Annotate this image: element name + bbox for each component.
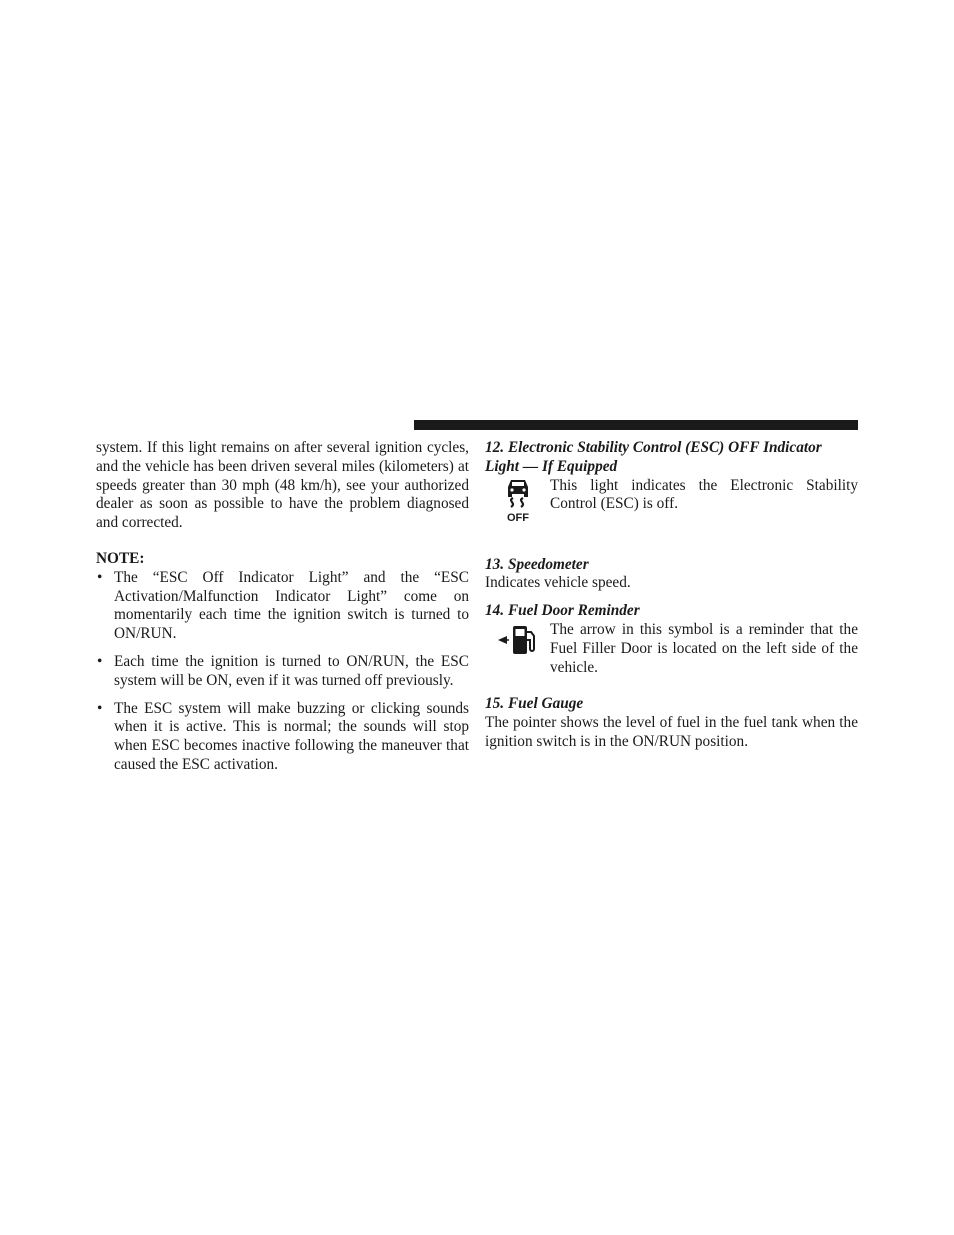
- section-14-title: 14. Fuel Door Reminder: [485, 602, 640, 620]
- note-item-text: The ESC system will make buzzing or clicking sounds when it is active. This is normal; the sounds will stop when ESC becomes inactive following the maneuver that caused the ESC activation.: [114, 699, 469, 773]
- section-15-text: The pointer shows the level of fuel in the fuel tank when the ignition switch is in the ON/RUN position.: [485, 714, 858, 750]
- note-item-text: Each time the ignition is turned to ON/RUN, the ESC system will be ON, even if it was turned off previously.: [114, 652, 469, 689]
- section-15-title: 15. Fuel Gauge: [485, 695, 584, 713]
- section-13-text: Indicates vehicle speed.: [485, 574, 631, 592]
- intro-paragraph: system. If this light remains on after several ignition cycles, and the vehicle has been driven several miles (kilometers) at speeds greater than 30 mph (48 km/h), see your authorized dealer as soon as possible to have the problem diagnosed and corrected.: [96, 439, 469, 532]
- esc-off-icon: [485, 477, 550, 523]
- note-item: [96, 653, 469, 691]
- section-14-text: The arrow in this symbol is a reminder that the Fuel Filler Door is located on the left side of the vehicle.: [550, 620, 858, 676]
- note-item: [96, 700, 469, 775]
- note-item: [96, 569, 469, 644]
- header-bar: [414, 420, 858, 430]
- esc-off-icon-label: OFF: [506, 511, 529, 523]
- note-list: [96, 569, 469, 775]
- section-14-row: [485, 621, 858, 677]
- section-12-row: [485, 477, 858, 523]
- section-12-title: 12. Electronic Stability Control (ESC) OFF Indicator Light — If Equipped: [485, 439, 822, 475]
- bullet-icon: •: [97, 652, 103, 670]
- fuel-door-icon: [485, 621, 550, 656]
- note-item-text: The “ESC Off Indicator Light” and the “ESC Activation/Malfunction Indicator Light” come on momentarily each time the ignition switch is turned to ON/RUN.: [114, 568, 469, 643]
- section-12-text: This light indicates the Electronic Stability Control (ESC) is off.: [550, 476, 858, 513]
- left-column: [96, 439, 469, 775]
- note-label: NOTE:: [96, 549, 145, 567]
- section-13-title: 13. Speedometer: [485, 555, 589, 573]
- right-column: [485, 439, 858, 752]
- bullet-icon: •: [97, 568, 103, 586]
- bullet-icon: •: [97, 699, 103, 717]
